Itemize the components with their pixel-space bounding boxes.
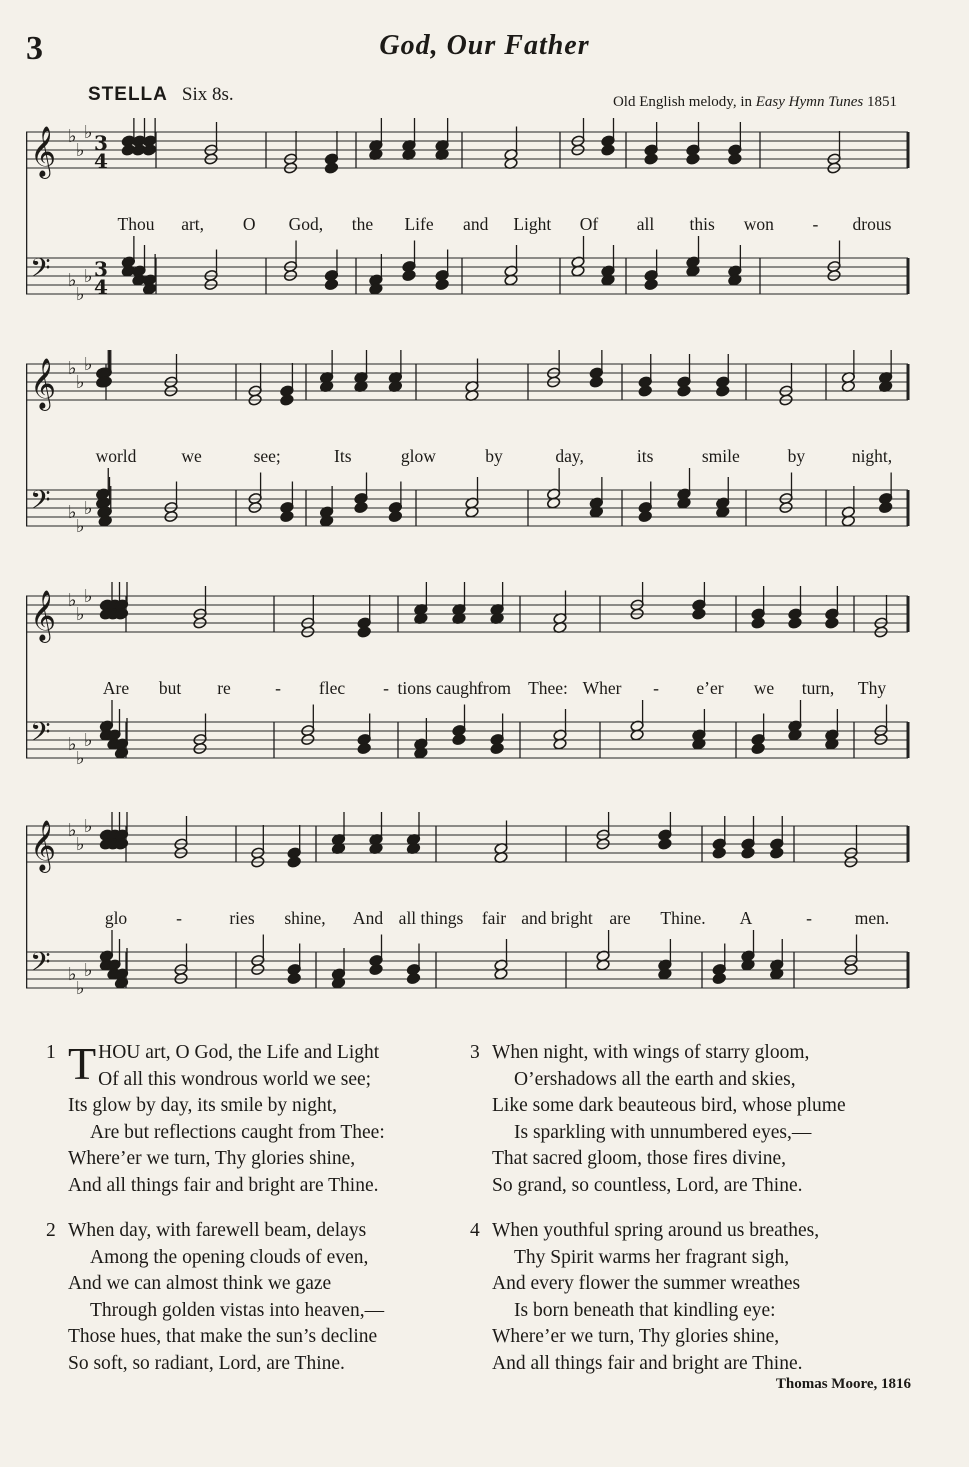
flat-icon: ♭ bbox=[76, 140, 85, 161]
attribution-prefix: Old English melody, in bbox=[612, 94, 756, 110]
flat-icon: ♭ bbox=[76, 834, 85, 855]
author-credit: Thomas Moore, 1816 bbox=[775, 1376, 911, 1392]
time-signature-digit: 3 bbox=[94, 257, 108, 281]
verse-line: So grand, so countless, Lord, are Thine. bbox=[492, 1174, 803, 1196]
lyric-syllable: and bbox=[463, 214, 489, 234]
flat-icon: ♭ bbox=[84, 498, 93, 519]
verse-line: When youthful spring around us breathes, bbox=[492, 1220, 820, 1241]
verse-number: 2 bbox=[46, 1220, 56, 1241]
lyric-syllable: and bright bbox=[521, 908, 593, 928]
verse-line: Among the opening clouds of even, bbox=[90, 1246, 369, 1268]
verse-line: Of all this wondrous world we see; bbox=[98, 1068, 372, 1090]
verse-3 bbox=[470, 1040, 846, 1200]
lyric-syllable: Life bbox=[404, 214, 434, 234]
lyric-syllable: art, bbox=[181, 214, 205, 234]
verse-line: O’ershadows all the earth and skies, bbox=[514, 1068, 796, 1090]
lyric-syllable: - bbox=[176, 908, 182, 928]
lyric-syllable: tions caught bbox=[397, 678, 483, 698]
lyric-syllable: God, bbox=[288, 214, 324, 234]
verse-line: And all things fair and bright are Thine. bbox=[68, 1174, 379, 1196]
flat-icon: ♭ bbox=[68, 126, 77, 147]
flat-icon: ♭ bbox=[76, 372, 85, 393]
flat-icon: ♭ bbox=[68, 358, 77, 379]
flat-icon: ♭ bbox=[68, 964, 77, 985]
attribution-year: 1851 bbox=[863, 94, 897, 110]
lyric-syllable: O bbox=[242, 214, 256, 234]
flat-icon: ♭ bbox=[84, 122, 93, 143]
flat-icon: ♭ bbox=[76, 604, 85, 625]
lyric-syllable: - bbox=[812, 214, 819, 234]
verse-line: Where’er we turn, Thy glories shine, bbox=[492, 1326, 780, 1348]
verse-line: When day, with farewell beam, delays bbox=[68, 1220, 367, 1241]
lyric-syllable: are bbox=[609, 908, 631, 928]
bass-clef-icon: 𝄢 bbox=[30, 484, 51, 522]
verse-line: So soft, so radiant, Lord, are Thine. bbox=[68, 1352, 345, 1374]
treble-clef-icon: 𝄞 bbox=[30, 126, 57, 177]
lyric-syllable: drous bbox=[852, 214, 892, 234]
lyric-syllable: fair bbox=[481, 908, 507, 928]
lyric-syllable: Thou bbox=[117, 214, 155, 234]
lyric-row-2 bbox=[26, 446, 912, 472]
lyric-syllable: smile bbox=[701, 446, 740, 466]
lyric-syllable: day, bbox=[555, 446, 584, 466]
flat-icon: ♭ bbox=[76, 748, 85, 769]
lyric-row-4 bbox=[26, 908, 912, 934]
flat-icon: ♭ bbox=[84, 816, 93, 837]
notes bbox=[96, 350, 893, 527]
bass-clef-icon: 𝄢 bbox=[30, 716, 51, 754]
treble-staff bbox=[26, 596, 908, 632]
lyric-syllable: by bbox=[485, 446, 503, 466]
notes bbox=[121, 118, 841, 295]
lyric-syllable: - bbox=[383, 678, 389, 698]
lyric-syllable: glow bbox=[400, 446, 436, 466]
lyric-syllable: e’er bbox=[696, 678, 724, 698]
verse-line: Through golden vistas into heaven,— bbox=[90, 1299, 385, 1321]
notes bbox=[99, 582, 888, 759]
flat-icon: ♭ bbox=[68, 820, 77, 841]
flat-icon: ♭ bbox=[84, 354, 93, 375]
verse-line: When night, with wings of starry gloom, bbox=[492, 1042, 810, 1063]
lyric-syllable: Light bbox=[513, 214, 552, 234]
treble-clef-icon: 𝄞 bbox=[30, 590, 57, 641]
flat-icon: ♭ bbox=[68, 502, 77, 523]
flat-icon: ♭ bbox=[76, 516, 85, 537]
bass-clef-icon: 𝄢 bbox=[30, 946, 51, 984]
lyric-syllable: glo bbox=[104, 908, 128, 928]
verse-number: 4 bbox=[470, 1220, 480, 1241]
tune-attribution bbox=[613, 94, 897, 111]
lyric-syllable: - bbox=[653, 678, 659, 698]
verse-line: Those hues, that make the sun’s decline bbox=[68, 1326, 378, 1348]
lyric-syllable: - bbox=[275, 678, 281, 698]
hymn-title: God, Our Father bbox=[379, 30, 590, 61]
lyric-syllable: Of bbox=[579, 214, 599, 234]
lyric-syllable: we bbox=[753, 678, 775, 698]
verse-line: Its glow by day, its smile by night, bbox=[68, 1095, 338, 1117]
verse-number: 1 bbox=[46, 1042, 56, 1063]
flat-icon: ♭ bbox=[68, 270, 77, 291]
tune-meter: Six 8s. bbox=[181, 84, 234, 105]
verse-line-text: HOU art, O God, the Life and Light bbox=[98, 1042, 380, 1063]
flat-icon: ♭ bbox=[84, 266, 93, 287]
treble-clef-icon: 𝄞 bbox=[30, 358, 57, 409]
lyric-syllable: won bbox=[743, 214, 774, 234]
lyric-syllable: see; bbox=[253, 446, 281, 466]
lyric-row-3 bbox=[26, 678, 912, 704]
lyric-syllable: this bbox=[689, 214, 715, 234]
lyric-syllable: we bbox=[181, 446, 202, 466]
time-signature-digit: 3 bbox=[94, 131, 108, 155]
tune-name: STELLA bbox=[88, 84, 168, 105]
lyric-syllable: night, bbox=[851, 446, 893, 466]
lyric-syllable: ries bbox=[229, 908, 255, 928]
lyric-syllable: shine, bbox=[284, 908, 326, 928]
lyric-syllable: Thy bbox=[857, 678, 887, 698]
flat-icon: ♭ bbox=[84, 730, 93, 751]
verse-4 bbox=[470, 1218, 820, 1378]
verse-line: And every flower the summer wreathes bbox=[492, 1273, 801, 1295]
flat-icon: ♭ bbox=[84, 960, 93, 981]
lyric-syllable: from bbox=[476, 678, 512, 698]
treble-staff bbox=[26, 132, 908, 168]
tune-info bbox=[88, 84, 234, 106]
lyric-syllable: Thine. bbox=[660, 908, 706, 928]
time-signature-digit: 4 bbox=[94, 275, 108, 299]
verse-line: And we can almost think we gaze bbox=[68, 1273, 332, 1295]
hymn-number: 3 bbox=[26, 30, 43, 67]
bass-clef-icon: 𝄢 bbox=[30, 252, 51, 290]
lyric-syllable: And bbox=[352, 908, 384, 928]
lyric-syllable: - bbox=[806, 908, 812, 928]
flat-icon: ♭ bbox=[76, 284, 85, 305]
bass-staff bbox=[26, 722, 908, 758]
flat-icon: ♭ bbox=[68, 590, 77, 611]
lyric-syllable: turn, bbox=[801, 678, 835, 698]
lyric-syllable: but bbox=[158, 678, 182, 698]
lyric-syllable: re bbox=[217, 678, 231, 698]
lyric-syllable: Are bbox=[102, 678, 130, 698]
flat-icon: ♭ bbox=[68, 734, 77, 755]
lyric-syllable: Thee: bbox=[528, 678, 568, 698]
verse-2 bbox=[46, 1218, 385, 1378]
verse-line: And all things fair and bright are Thine. bbox=[492, 1352, 803, 1374]
flat-icon: ♭ bbox=[84, 586, 93, 607]
flat-icon: ♭ bbox=[76, 978, 85, 999]
bass-staff bbox=[26, 258, 908, 294]
lyric-syllable: A bbox=[739, 908, 753, 928]
verse-line: Thy Spirit warms her fragrant sigh, bbox=[514, 1246, 790, 1268]
lyric-syllable: world bbox=[95, 446, 137, 466]
lyric-row-1 bbox=[26, 214, 912, 240]
lyric-syllable: all bbox=[636, 214, 655, 234]
time-signature-digit: 4 bbox=[94, 149, 108, 173]
verse-line: That sacred gloom, those fires divine, bbox=[492, 1148, 787, 1170]
verse-line: Where’er we turn, Thy glories shine, bbox=[68, 1148, 356, 1170]
lyric-syllable: the bbox=[351, 214, 374, 234]
verse-1 bbox=[46, 1038, 385, 1200]
lyric-syllable: its bbox=[636, 446, 654, 466]
lyric-syllable: all things bbox=[398, 908, 464, 928]
drop-cap: T bbox=[68, 1038, 97, 1089]
verse-line: Like some dark beauteous bird, whose plume bbox=[492, 1095, 846, 1117]
verse-number: 3 bbox=[470, 1042, 480, 1063]
bass-staff bbox=[26, 490, 908, 526]
lyric-syllable: flec bbox=[318, 678, 346, 698]
verse-line: Are but reflections caught from Thee: bbox=[90, 1121, 385, 1143]
attribution-book: Easy Hymn Tunes bbox=[755, 94, 864, 110]
notes bbox=[99, 812, 858, 989]
lyric-syllable: Its bbox=[334, 446, 352, 466]
lyric-syllable: Wher bbox=[582, 678, 622, 698]
lyric-syllable: men. bbox=[854, 908, 890, 928]
treble-clef-icon: 𝄞 bbox=[30, 820, 57, 871]
verse-line: Is born beneath that kindling eye: bbox=[514, 1299, 776, 1321]
verse-line: Is sparkling with unnumbered eyes,— bbox=[514, 1121, 812, 1143]
lyric-syllable: by bbox=[787, 446, 806, 466]
